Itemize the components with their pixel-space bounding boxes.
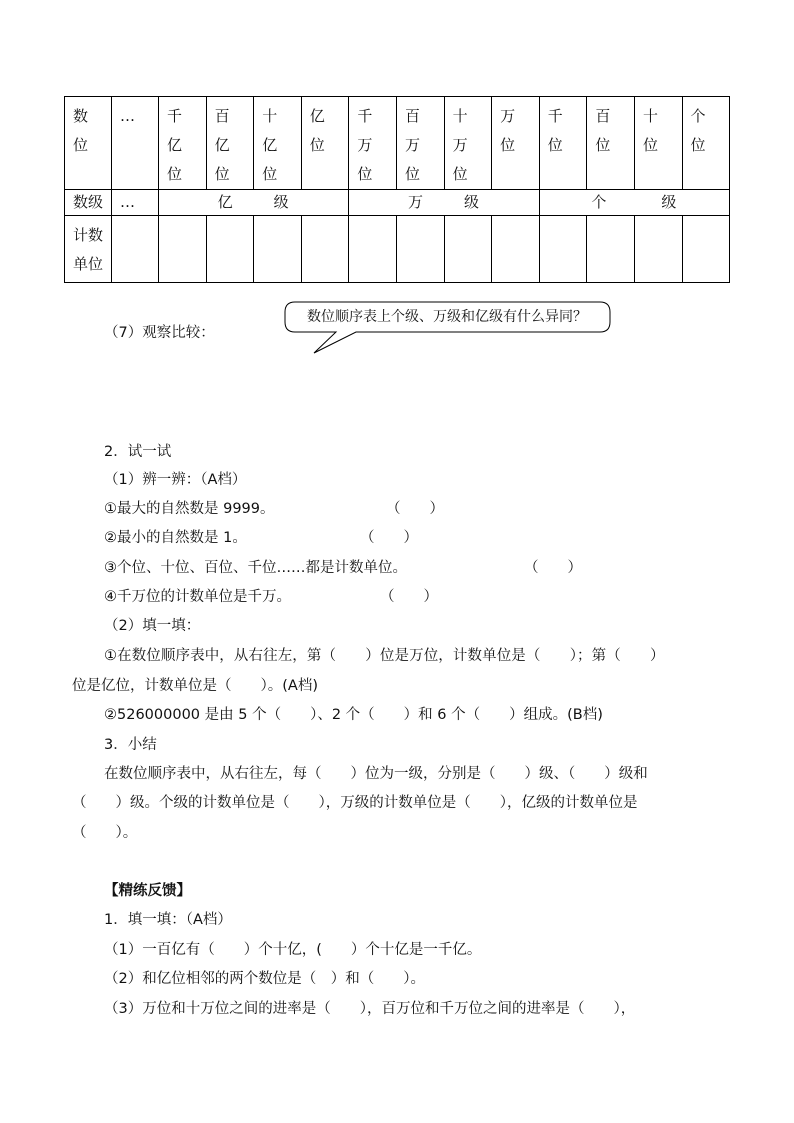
place-cell: 千 位 bbox=[539, 97, 587, 190]
place-cell: 千 亿 位 bbox=[159, 97, 207, 190]
judge-answer-blank[interactable]: （ ） bbox=[360, 530, 418, 546]
place-cell: 十 位 bbox=[634, 97, 682, 190]
fill-question-1: ①在数位顺序表中，从右往左，第（ ）位是万位，计数单位是（ ）；第（ ） bbox=[104, 648, 665, 664]
place-cell: 百 位 bbox=[587, 97, 635, 190]
level-ge-cell: 个 级 bbox=[539, 190, 729, 216]
judge-answer-blank[interactable]: （ ） bbox=[524, 560, 582, 576]
judge-answer-blank[interactable]: （ ） bbox=[386, 501, 444, 517]
place-cell: 十 万 位 bbox=[444, 97, 492, 190]
place-cell: 百 万 位 bbox=[396, 97, 444, 190]
judge-item: ③个位、十位、百位、千位……都是计数单位。 bbox=[104, 560, 407, 576]
practice-heading: 【精练反馈】 bbox=[104, 883, 191, 899]
place-cell: 百 亿 位 bbox=[206, 97, 254, 190]
fill-question-2: ②526000000 是由 5 个（ ）、2 个（ ）和 6 个（ ）组成。(B档) bbox=[104, 707, 603, 723]
place-cell: 十 亿 位 bbox=[254, 97, 302, 190]
speech-bubble-shape bbox=[0, 0, 794, 400]
header-cell-units: 计数 单位 bbox=[65, 216, 112, 283]
level-yi-cell: 亿 级 bbox=[159, 190, 349, 216]
observe-label: （7）观察比较： bbox=[104, 325, 215, 341]
fill-heading: （2）填一填： bbox=[104, 618, 201, 634]
practice-question-heading: 1．填一填：（A档） bbox=[104, 912, 232, 928]
judge-heading: （1）辨一辨：（A档） bbox=[104, 472, 247, 488]
place-cell: 个 位 bbox=[682, 97, 730, 190]
speech-bubble-text: 数位顺序表上个级、万级和亿级有什么异同？ bbox=[307, 309, 587, 325]
summary-line: （ ）。 bbox=[72, 825, 138, 841]
level-wan-cell: 万 级 bbox=[349, 190, 539, 216]
summary-line: 在数位顺序表中，从右往左，每（ ）位为一级，分别是（ ）级、（ ）级和 bbox=[104, 766, 648, 782]
fill-question-1-cont: 位是亿位，计数单位是（ ）。(A档) bbox=[72, 678, 318, 694]
summary-line: （ ）级。个级的计数单位是（ ），万级的计数单位是（ ），亿级的计数单位是 bbox=[72, 795, 638, 811]
practice-item: （3）万位和十万位之间的进率是（ ），百万位和千万位之间的进率是（ ）， bbox=[104, 1001, 636, 1017]
section-heading-summary: 3．小结 bbox=[104, 737, 157, 753]
judge-item: ④千万位的计数单位是千万。 bbox=[104, 589, 291, 605]
place-cell: 万 位 bbox=[492, 97, 540, 190]
ellipsis-cell: … bbox=[112, 190, 159, 216]
header-cell-levels: 数级 bbox=[65, 190, 112, 216]
ellipsis-cell: … bbox=[112, 97, 159, 190]
judge-item: ①最大的自然数是 9999。 bbox=[104, 501, 275, 517]
practice-item: （2）和亿位相邻的两个数位是（ ）和（ ）。 bbox=[104, 971, 425, 987]
judge-answer-blank[interactable]: （ ） bbox=[380, 589, 438, 605]
practice-item: （1）一百亿有（ ）个十亿，( ）个十亿是一千亿。 bbox=[104, 942, 482, 958]
header-cell-places: 数 位 bbox=[65, 97, 112, 190]
section-heading-try: 2．试一试 bbox=[104, 444, 172, 460]
judge-item: ②最小的自然数是 1。 bbox=[104, 530, 247, 546]
place-cell: 亿 位 bbox=[301, 97, 349, 190]
place-cell: 千 万 位 bbox=[349, 97, 397, 190]
